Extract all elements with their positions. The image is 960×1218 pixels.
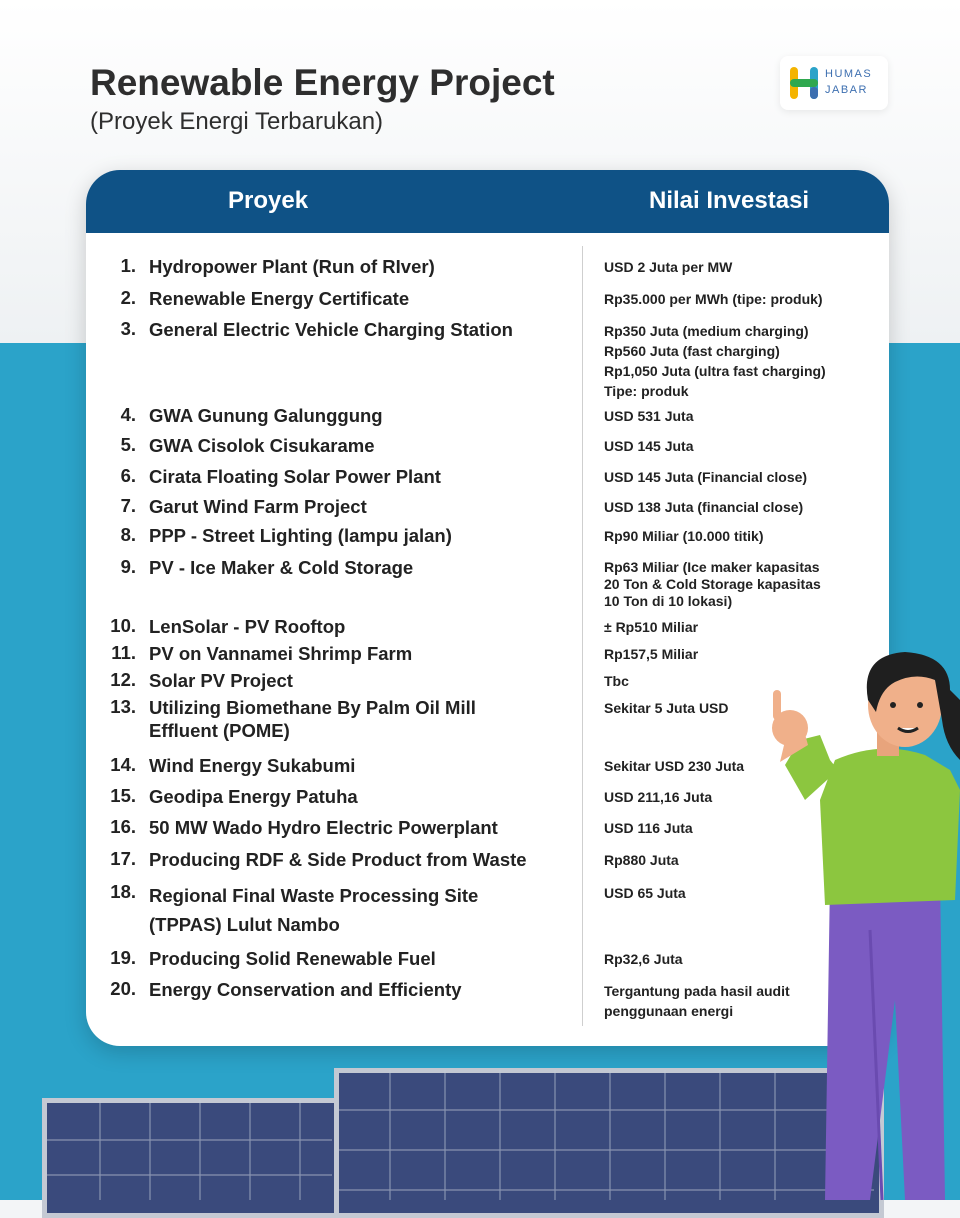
row-number: 9.	[120, 556, 136, 577]
logo-text-line1: HUMAS	[825, 68, 873, 80]
row-number: 14.	[110, 754, 136, 775]
project-name-line: GWA Cisolok Cisukarame	[149, 435, 375, 456]
row-number: 6.	[120, 465, 136, 486]
investment-value-line: ± Rp510 Miliar	[604, 619, 699, 635]
project-name-line: PPP - Street Lighting (lampu jalan)	[149, 525, 452, 546]
row-number: 11.	[111, 642, 136, 663]
project-name-line: Geodipa Energy Patuha	[149, 786, 358, 807]
project-name-line: Effluent (POME)	[149, 720, 290, 741]
column-header-investment: Nilai Investasi	[649, 187, 810, 214]
investment-value-line: Rp32,6 Juta	[604, 951, 683, 967]
investment-value-line: 20 Ton & Cold Storage kapasitas	[604, 576, 821, 592]
column-header-project: Proyek	[228, 187, 309, 214]
investment-value-line: Rp63 Miliar (Ice maker kapasitas	[604, 559, 820, 575]
investment-value-line: Tipe: produk	[604, 383, 689, 399]
row-number: 1.	[120, 255, 136, 276]
row-number: 17.	[110, 848, 136, 869]
row-number: 8.	[120, 524, 136, 545]
project-name-line: Producing RDF & Side Product from Waste	[149, 849, 527, 870]
investment-value-line: penggunaan energi	[604, 1003, 734, 1019]
row-number: 19.	[110, 947, 136, 968]
row-number: 12.	[110, 669, 136, 690]
row-number: 2.	[120, 287, 136, 308]
project-name-line: LenSolar - PV Rooftop	[149, 616, 346, 637]
project-name-line: Utilizing Biomethane By Palm Oil Mill	[149, 697, 476, 718]
investment-value-line: Sekitar 5 Juta USD	[604, 700, 729, 716]
investment-value-line: USD 531 Juta	[604, 408, 694, 424]
page-title: Renewable Energy Project	[90, 62, 555, 103]
logo-text-line2: JABAR	[825, 84, 868, 96]
row-number: 7.	[120, 495, 136, 516]
project-name-line: General Electric Vehicle Charging Station	[149, 319, 513, 340]
project-name-line: GWA Gunung Galunggung	[149, 405, 383, 426]
project-name-line: (TPPAS) Lulut Nambo	[149, 914, 340, 935]
investment-value-line: Rp90 Miliar (10.000 titik)	[604, 528, 764, 544]
project-name-line: PV - Ice Maker & Cold Storage	[149, 557, 414, 578]
row-number: 4.	[120, 404, 136, 425]
investment-value-line: USD 116 Juta	[604, 820, 693, 836]
row-number: 3.	[120, 318, 136, 339]
investment-value-line: Rp350 Juta (medium charging)	[604, 323, 809, 339]
row-number: 10.	[110, 615, 136, 636]
investment-value-line: USD 2 Juta per MW	[604, 259, 733, 275]
page-subtitle: (Proyek Energi Terbarukan)	[90, 108, 384, 135]
investment-value-line: USD 211,16 Juta	[604, 789, 713, 805]
investment-value-line: Tbc	[604, 673, 629, 689]
investment-value-line: Rp1,050 Juta (ultra fast charging)	[604, 363, 826, 379]
investment-value-line: Rp880 Juta	[604, 852, 679, 868]
investment-value-line: USD 145 Juta (Financial close)	[604, 469, 808, 485]
row-number: 20.	[110, 978, 136, 999]
investment-value-line: 10 Ton di 10 lokasi)	[604, 593, 733, 609]
project-name-line: Regional Final Waste Processing Site	[149, 885, 479, 906]
project-name-line: Renewable Energy Certificate	[149, 288, 410, 309]
row-number: 15.	[110, 785, 136, 806]
row-number: 18.	[110, 881, 136, 902]
project-name-line: Producing Solid Renewable Fuel	[149, 948, 436, 969]
project-name-line: Hydropower Plant (Run of RIver)	[149, 256, 435, 277]
row-number: 16.	[110, 816, 136, 837]
investment-value-line: USD 145 Juta	[604, 438, 694, 454]
project-name-line: Garut Wind Farm Project	[149, 496, 367, 517]
investment-value-line: Rp157,5 Miliar	[604, 646, 699, 662]
investment-value-line: USD 65 Juta	[604, 885, 686, 901]
project-name-line: 50 MW Wado Hydro Electric Powerplant	[149, 817, 498, 838]
investment-value-line: Sekitar USD 230 Juta	[604, 758, 745, 774]
project-name-line: PV on Vannamei Shrimp Farm	[149, 643, 413, 664]
project-name-line: Cirata Floating Solar Power Plant	[149, 466, 441, 487]
row-number: 5.	[120, 434, 136, 455]
project-name-line: Solar PV Project	[149, 670, 293, 691]
project-name-line: Wind Energy Sukabumi	[149, 755, 356, 776]
investment-value-line: USD 138 Juta (financial close)	[604, 499, 804, 515]
investment-value-line: Rp560 Juta (fast charging)	[604, 343, 780, 359]
project-name-line: Energy Conservation and Efficienty	[149, 979, 462, 1000]
investment-value-line: Rp35.000 per MWh (tipe: produk)	[604, 291, 823, 307]
row-number: 13.	[110, 696, 136, 717]
investment-value-line: Tergantung pada hasil audit	[604, 983, 790, 999]
